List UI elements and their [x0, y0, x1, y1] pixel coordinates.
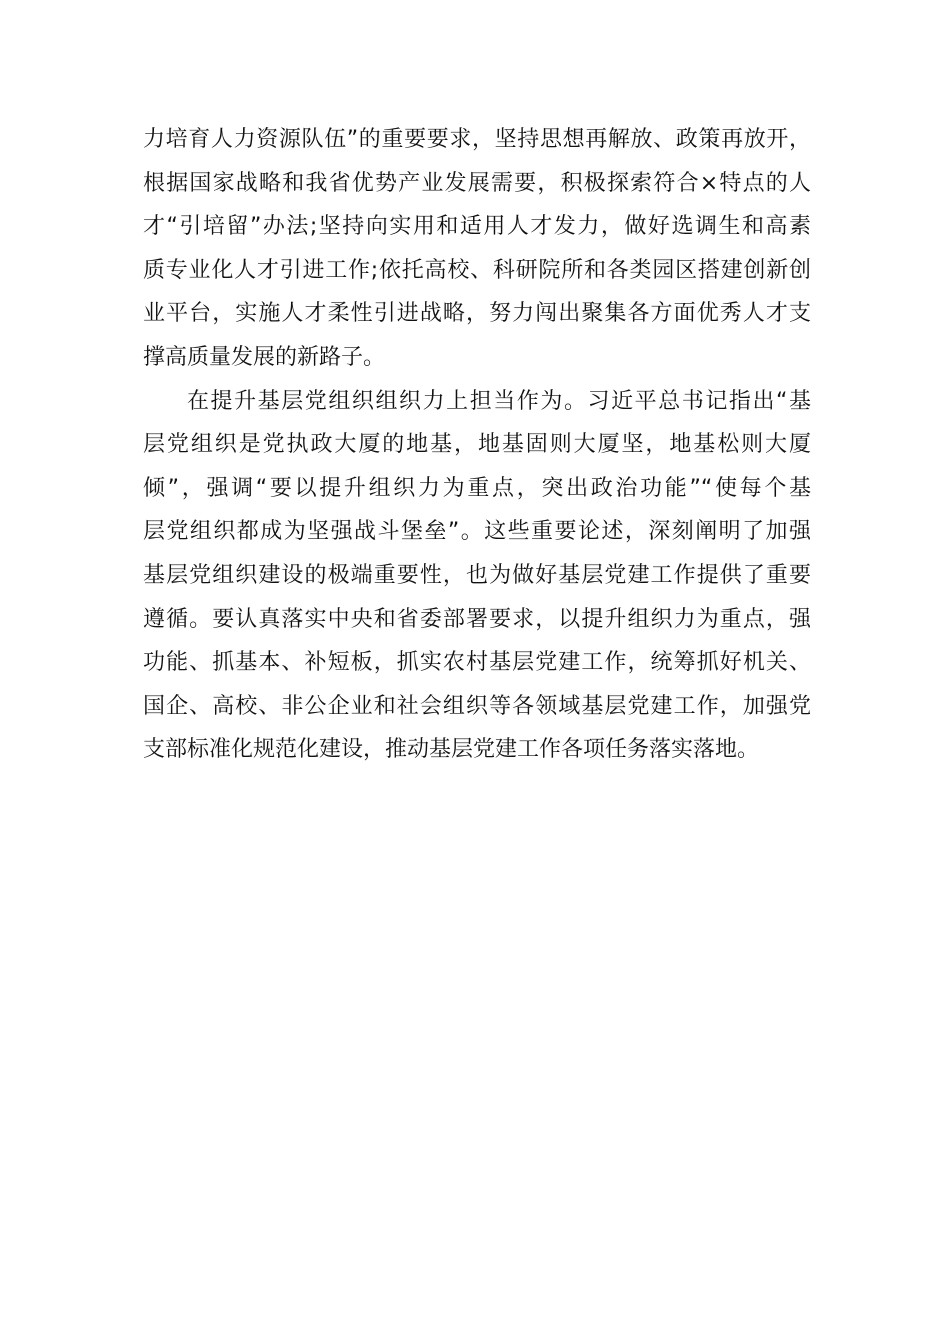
text-line: 遵循。要认真落实中央和省委部署要求，以提升组织力为重点，强 — [143, 606, 811, 632]
text-line: 国企、高校、非公企业和社会组织等各领域基层党建工作，加强党 — [143, 693, 811, 719]
text-line: 功能、抓基本、补短板，抓实农村基层党建工作，统筹抓好机关、 — [143, 650, 811, 676]
text-line: 倾”，强调“要以提升组织力为重点，突出政治功能”“使每个基 — [143, 475, 811, 501]
document-body — [143, 118, 811, 772]
text-line: 撑高质量发展的新路子。 — [143, 344, 386, 370]
text-line: 支部标准化规范化建设，推动基层党建工作各项任务落实落地。 — [143, 737, 760, 763]
text-line: 业平台，实施人才柔性引进战略，努力闯出聚集各方面优秀人才支 — [143, 301, 811, 327]
text-line: 在提升基层党组织组织力上担当作为。习近平总书记指出“基 — [187, 388, 811, 414]
paragraph-1 — [143, 118, 811, 380]
paragraph-2 — [143, 380, 811, 772]
text-line: 才“引培留”办法;坚持向实用和适用人才发力，做好选调生和高素 — [143, 214, 811, 240]
text-line: 质专业化人才引进工作;依托高校、科研院所和各类园区搭建创新创 — [143, 257, 811, 283]
text-line: 层党组织都成为坚强战斗堡垒”。这些重要论述，深刻阐明了加强 — [143, 519, 811, 545]
text-line: 基层党组织建设的极端重要性，也为做好基层党建工作提供了重要 — [143, 562, 811, 588]
text-line: 层党组织是党执政大厦的地基，地基固则大厦坚，地基松则大厦 — [143, 432, 811, 458]
text-line: 根据国家战略和我省优势产业发展需要，积极探索符合×特点的人 — [143, 170, 811, 196]
text-line: 力培育人力资源队伍”的重要要求，坚持思想再解放、政策再放开， — [143, 127, 811, 152]
